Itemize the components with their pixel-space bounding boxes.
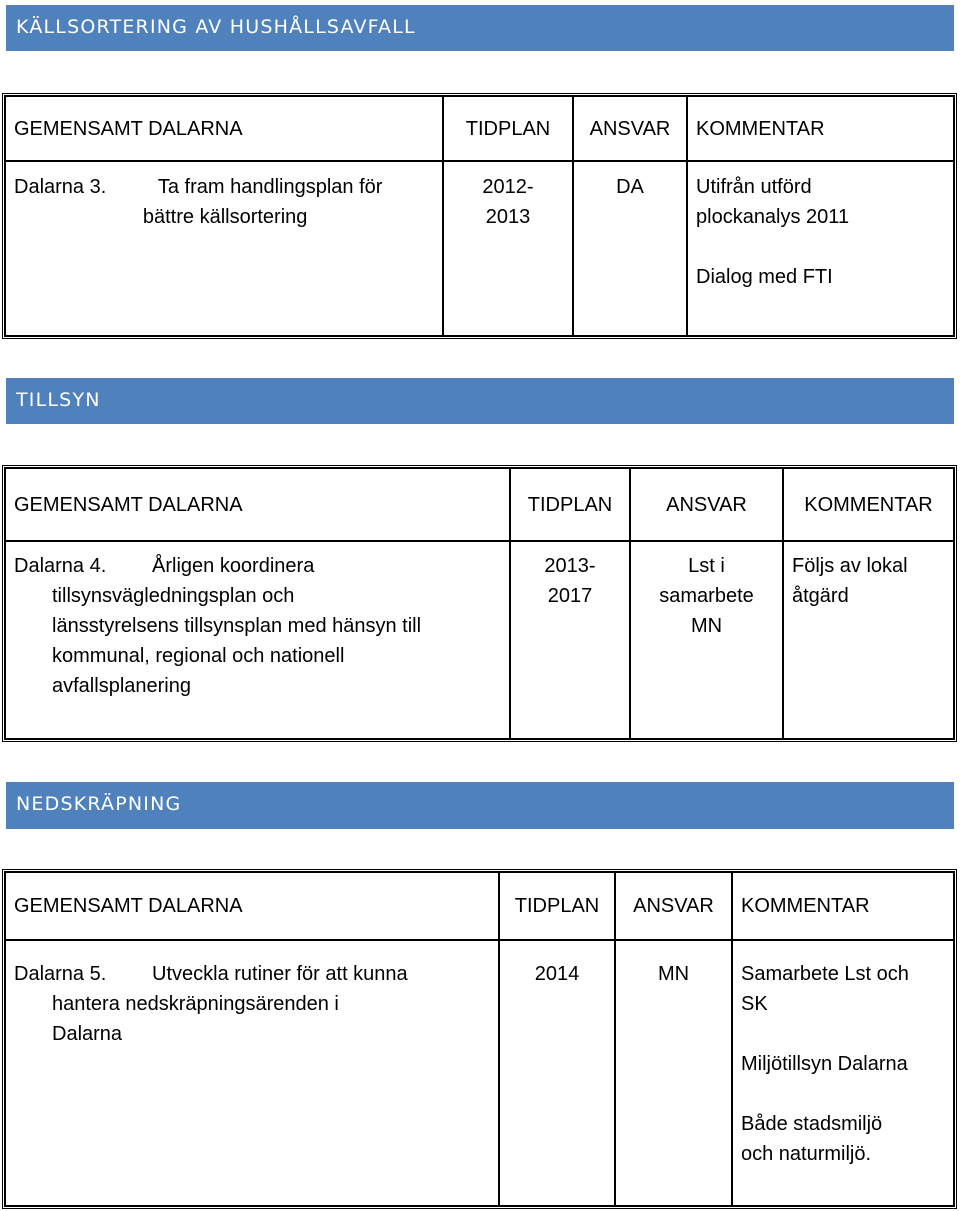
table-row (5, 940, 954, 1206)
header-area: GEMENSAMT DALARNA (5, 872, 499, 940)
header-area: GEMENSAMT DALARNA (5, 96, 443, 161)
table-header-row (5, 468, 954, 541)
header-tidplan: TIDPLAN (499, 872, 615, 940)
table-header-row (5, 872, 954, 940)
action-cell (5, 940, 499, 1206)
ansvar-cell: DA (573, 161, 687, 336)
kommentar-cell: Följs av lokal åtgärd (783, 541, 954, 739)
action-cell (5, 541, 510, 739)
plan-table-tillsyn (2, 465, 957, 742)
ansvar-cell: MN (615, 940, 732, 1206)
section-heading-kallsortering: KÄLLSORTERING AV HUSHÅLLSAVFALL (6, 5, 954, 51)
header-ansvar: ANSVAR (615, 872, 732, 940)
kommentar-cell: Utifrån utförd plockanalys 2011 Dialog med FTI (687, 161, 954, 336)
table-row (5, 161, 954, 336)
header-area: GEMENSAMT DALARNA (5, 468, 510, 541)
action-text: Ta fram handlingsplan för bättre källsortering (142, 176, 383, 228)
action-text: Utveckla rutiner för att kunna (152, 963, 408, 985)
section-heading-tillsyn: TILLSYN (6, 378, 954, 424)
action-text-continued: tillsynsvägledningsplan och länsstyrelsens tillsynsplan med hänsyn till kommunal, regional och nationell avfallsplanering (52, 585, 422, 697)
table-row (5, 541, 954, 739)
action-number: Dalarna 4. (14, 555, 107, 577)
action-number: Dalarna 5. (14, 963, 107, 985)
action-number: Dalarna 3. (14, 176, 107, 198)
kommentar-cell: Samarbete Lst och SK Miljötillsyn Dalarna Både stadsmiljö och naturmiljö. (732, 940, 954, 1206)
header-ansvar: ANSVAR (630, 468, 783, 541)
action-text-continued: hantera nedskräpningsärenden i Dalarna (52, 993, 339, 1045)
section-heading-nedskrapning: NEDSKRÄPNING (6, 782, 954, 829)
header-kommentar: KOMMENTAR (732, 872, 954, 940)
header-ansvar: ANSVAR (573, 96, 687, 161)
header-kommentar: KOMMENTAR (687, 96, 954, 161)
action-cell (5, 161, 443, 336)
plan-table-nedskrapning (2, 869, 957, 1209)
ansvar-cell: Lst i samarbete MN (630, 541, 783, 739)
tidplan-cell: 2012- 2013 (443, 161, 573, 336)
header-tidplan: TIDPLAN (443, 96, 573, 161)
header-kommentar: KOMMENTAR (783, 468, 954, 541)
table-header-row (5, 96, 954, 161)
tidplan-cell: 2013- 2017 (510, 541, 630, 739)
tidplan-cell: 2014 (499, 940, 615, 1206)
action-text: Årligen koordinera (152, 555, 315, 577)
plan-table-kallsortering (2, 93, 957, 339)
header-tidplan: TIDPLAN (510, 468, 630, 541)
